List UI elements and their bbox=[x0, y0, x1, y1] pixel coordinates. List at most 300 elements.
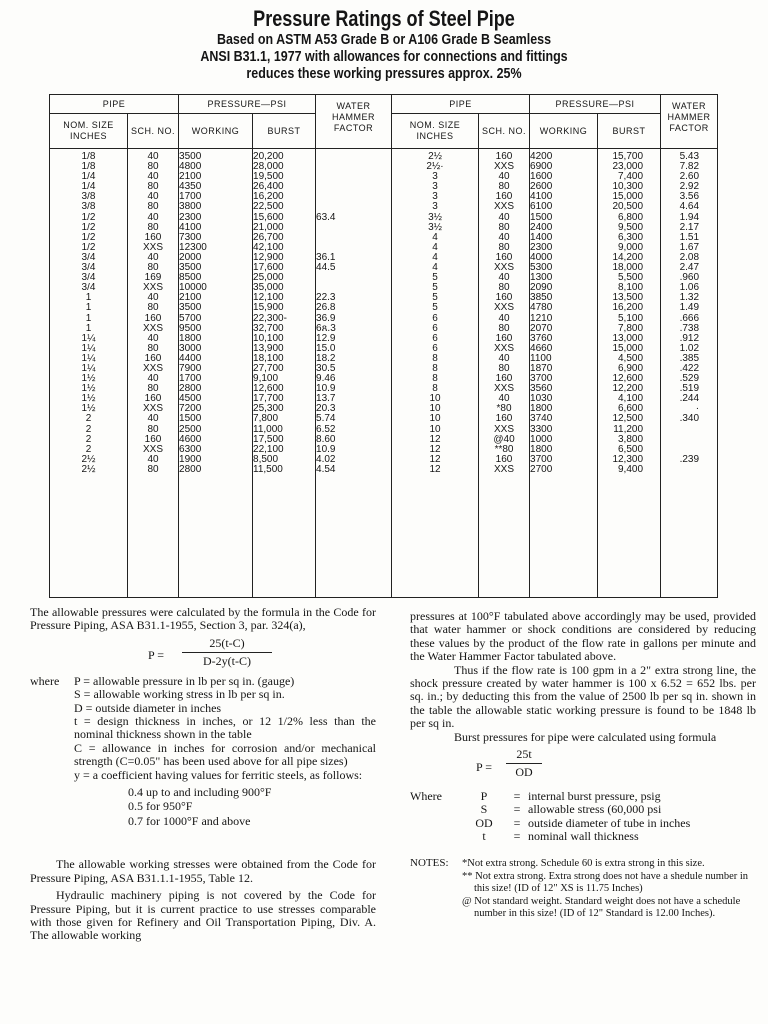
table-cell: 5,100 bbox=[618, 313, 644, 324]
table-cell: 4200 bbox=[530, 152, 553, 162]
table-cell: 160 bbox=[495, 293, 513, 304]
column-nom-size-right bbox=[392, 149, 479, 598]
table-cell: 5 bbox=[432, 303, 438, 314]
table-cell: 7,400 bbox=[618, 172, 644, 183]
table-cell: 80 bbox=[147, 202, 159, 213]
header-burst-right: BURST bbox=[598, 114, 661, 149]
table-cell: 1½ bbox=[81, 374, 96, 385]
table-cell: 80 bbox=[498, 222, 510, 233]
table-cell: 2300 bbox=[530, 242, 553, 253]
table-cell: 160 bbox=[495, 414, 513, 425]
table-cell: 26.8 bbox=[316, 303, 336, 314]
table-cell: XXS bbox=[143, 283, 164, 294]
document-header bbox=[0, 6, 768, 83]
table-cell: 9,400 bbox=[618, 464, 644, 475]
table-cell: 2100 bbox=[179, 293, 202, 304]
table-cell: 2½ bbox=[81, 464, 96, 475]
table-cell: 40 bbox=[147, 414, 159, 425]
table-cell bbox=[661, 465, 699, 475]
formula1-fraction bbox=[182, 637, 272, 669]
table-cell: 12,200 bbox=[612, 384, 644, 395]
table-cell: 5.43 bbox=[679, 152, 700, 162]
table-cell: 5.74 bbox=[316, 414, 336, 425]
table-cell bbox=[316, 152, 391, 162]
table-cell: 30.5 bbox=[316, 363, 336, 374]
table-cell: 2070 bbox=[530, 323, 553, 334]
table-cell: 10 bbox=[429, 394, 441, 405]
table-cell: 10.9 bbox=[316, 444, 336, 455]
table-cell: 1 bbox=[85, 313, 92, 324]
table-cell: 3300 bbox=[530, 424, 553, 435]
left-paragraph-2: The allowable working stresses were obtained from the Code for Pressure Piping, ASA B31.1.1-1955, Table 12. bbox=[30, 857, 376, 885]
table-cell: 4500 bbox=[179, 394, 202, 405]
legend-equals: = bbox=[513, 829, 521, 844]
table-cell bbox=[661, 435, 699, 445]
table-cell: @40 bbox=[493, 434, 515, 445]
table-cell: 1300 bbox=[530, 273, 553, 284]
right-paragraph-3: Burst pressures for pipe were calculated using formula bbox=[454, 729, 717, 744]
table-cell: 8 bbox=[432, 384, 438, 395]
table-cell: 80 bbox=[498, 182, 510, 193]
table-cell: 3740 bbox=[530, 414, 553, 425]
table-cell: 2 bbox=[85, 444, 92, 455]
column-factor-left bbox=[316, 149, 392, 598]
table-cell: 40 bbox=[147, 454, 159, 465]
table-cell: 1½ bbox=[81, 394, 96, 405]
table-cell bbox=[316, 273, 391, 283]
table-cell: 3560 bbox=[530, 384, 553, 395]
table-cell: 1 bbox=[85, 293, 92, 304]
column-burst-right bbox=[598, 149, 661, 598]
legend-symbol: P bbox=[480, 789, 488, 804]
table-cell: 1¼ bbox=[81, 363, 96, 374]
table-cell: 42,100 bbox=[253, 242, 284, 253]
table-cell: 5 bbox=[432, 273, 438, 284]
table-cell: 20.3 bbox=[316, 404, 336, 415]
table-cell: 80 bbox=[498, 283, 510, 294]
table-cell: 8 bbox=[432, 353, 438, 364]
table-cell: 1¼ bbox=[81, 333, 96, 344]
table-cell: 10,100 bbox=[253, 333, 284, 344]
table-cell: 40 bbox=[498, 172, 510, 183]
header-nom-size-right: NOM. SIZE INCHES bbox=[392, 114, 479, 149]
table-cell: 11,500 bbox=[253, 464, 283, 475]
table-cell: 40 bbox=[147, 333, 159, 344]
table-cell: 16,200 bbox=[612, 303, 644, 314]
table-cell: 2300 bbox=[179, 212, 202, 223]
table-cell: 4000 bbox=[530, 252, 553, 263]
definitions-list bbox=[74, 675, 376, 782]
table-cell: 80 bbox=[147, 303, 159, 314]
table-cell: 4600 bbox=[179, 434, 202, 445]
table-cell: 2000 bbox=[179, 252, 202, 263]
table-cell: 80 bbox=[498, 242, 510, 253]
table-cell: 14,200 bbox=[612, 252, 644, 263]
table-cell bbox=[661, 445, 699, 455]
table-cell: 3700 bbox=[530, 454, 553, 465]
formula1-numerator: 25(t-C) bbox=[182, 637, 272, 653]
table-cell: 2½· bbox=[426, 162, 444, 173]
note-item: *Not extra strong. Schedule 60 is extra strong in this size. bbox=[462, 857, 705, 869]
table-cell: 80 bbox=[147, 424, 159, 435]
table-cell: 4660 bbox=[530, 343, 553, 354]
table-cell: 10 bbox=[429, 414, 441, 425]
table-cell: 36.1 bbox=[316, 252, 336, 263]
table-cell: 1870 bbox=[530, 363, 553, 374]
table-cell: 4,500 bbox=[618, 353, 644, 364]
table-cell: 12 bbox=[429, 434, 441, 445]
table-cell: 10 bbox=[429, 404, 441, 415]
table-cell: 3500 bbox=[179, 303, 202, 314]
column-working-right bbox=[530, 149, 598, 598]
table-cell: 3800 bbox=[179, 202, 202, 213]
table-cell: 5300 bbox=[530, 263, 553, 274]
table-cell: 3 bbox=[432, 202, 438, 213]
y-value-item: 0.4 up to and including 900°F bbox=[128, 785, 272, 800]
table-cell: 169 bbox=[144, 273, 162, 284]
table-cell: .912 bbox=[679, 333, 700, 344]
table-cell: 11,000 bbox=[253, 424, 283, 435]
table-cell: XXS bbox=[143, 363, 164, 374]
table-cell: 4780 bbox=[530, 303, 553, 314]
table-cell: 1700 bbox=[179, 192, 202, 203]
table-cell: 23,000 bbox=[612, 162, 644, 173]
table-cell: XXS bbox=[494, 343, 515, 354]
definition-item: D = outside diameter in inches bbox=[74, 700, 222, 715]
table-cell: 3500 bbox=[179, 152, 202, 162]
table-cell bbox=[316, 233, 391, 243]
table-cell: 6300 bbox=[179, 444, 202, 455]
table-cell: 1/8 bbox=[81, 152, 96, 162]
table-cell: 3/8 bbox=[81, 202, 96, 213]
table-cell: .738 bbox=[679, 323, 700, 334]
table-cell: XXS bbox=[143, 323, 164, 334]
notes-list bbox=[462, 858, 756, 922]
table-cell: 1 bbox=[85, 323, 92, 334]
table-cell: 3½ bbox=[428, 222, 442, 233]
table-cell: 4.02 bbox=[316, 454, 336, 465]
table-cell: 22,500 bbox=[253, 202, 284, 213]
table-cell: 1.02 bbox=[679, 343, 700, 354]
y-value-item: 0.5 for 950°F bbox=[128, 799, 193, 814]
table-cell: 3/8 bbox=[81, 192, 96, 203]
formula2-lhs: P = bbox=[476, 760, 492, 775]
table-cell: 4 bbox=[432, 242, 438, 253]
table-cell: 7,800 bbox=[253, 414, 279, 425]
y-value-item: 0.7 for 1000°F and above bbox=[128, 813, 251, 828]
legend-description: outside diameter of tube in inches bbox=[528, 815, 691, 830]
table-cell: .960 bbox=[679, 273, 700, 284]
table-cell: XXS bbox=[494, 162, 515, 173]
table-cell: 36.9 bbox=[316, 313, 336, 324]
table-cell: 1.67 bbox=[679, 242, 700, 253]
table-cell: 10,300 bbox=[612, 182, 644, 193]
table-cell: 12 bbox=[429, 444, 441, 455]
table-cell: 1.51 bbox=[679, 232, 700, 243]
table-cell: 2 bbox=[85, 434, 92, 445]
table-cell: 1500 bbox=[179, 414, 202, 425]
table-cell: 7300 bbox=[179, 232, 202, 243]
burst-formula-legend bbox=[410, 790, 756, 844]
table-cell: 15,000 bbox=[612, 192, 644, 203]
table-cell: 160 bbox=[495, 192, 513, 203]
table-cell bbox=[661, 425, 699, 435]
header-sch-no-right: SCH. NO. bbox=[479, 114, 530, 149]
table-cell: 1.32 bbox=[679, 293, 700, 304]
table-cell: 15,000 bbox=[612, 343, 644, 354]
header-water-hammer-left: WATER HAMMER FACTOR bbox=[316, 95, 392, 149]
table-cell: 1 bbox=[85, 303, 92, 314]
table-cell: 2700 bbox=[530, 464, 553, 475]
table-cell: 160 bbox=[144, 434, 162, 445]
table-cell: 1.06 bbox=[679, 283, 700, 294]
column-sch-left bbox=[128, 149, 179, 598]
table-cell: 22.3 bbox=[316, 293, 336, 304]
table-cell: 35,000 bbox=[253, 283, 284, 294]
table-cell: 40 bbox=[498, 313, 510, 324]
header-pipe-left: PIPE bbox=[50, 95, 179, 114]
legend-equals: = bbox=[513, 815, 521, 830]
table-cell: 11,200 bbox=[613, 424, 644, 435]
table-cell: 9500 bbox=[179, 323, 202, 334]
table-cell: 2600 bbox=[530, 182, 553, 193]
header-pressure-left: PRESSURE—PSI bbox=[179, 95, 316, 114]
table-cell: 12,900 bbox=[253, 252, 284, 263]
definition-item: C = allowance in inches for corrosion and/or mechanical strength (C=0.05" has been used above for all pipe sizes) bbox=[74, 740, 376, 769]
table-cell: 10000 bbox=[179, 283, 207, 294]
table-cell: · bbox=[695, 404, 700, 415]
table-cell: 160 bbox=[495, 374, 513, 385]
table-cell: 3½ bbox=[428, 212, 442, 223]
table-cell: 3.56 bbox=[679, 192, 700, 203]
table-cell: 1030 bbox=[530, 394, 553, 405]
note-item: ** Not extra strong. Extra strong does not have a shedule number in this size! (ID of 12" XS is 11.75 Inches) bbox=[462, 871, 749, 894]
table-cell: 1½ bbox=[81, 404, 96, 415]
table-cell: 8,100 bbox=[618, 283, 644, 294]
table-cell: 3/4 bbox=[81, 263, 96, 274]
table-cell: 12300 bbox=[179, 242, 207, 253]
table-cell: 40 bbox=[147, 293, 159, 304]
table-cell: 12.9 bbox=[316, 333, 336, 344]
table-cell: 27,700 bbox=[253, 363, 284, 374]
notes-block bbox=[410, 858, 756, 922]
table-cell: 20,200 bbox=[253, 152, 284, 162]
table-cell: 1/2 bbox=[81, 232, 96, 243]
table-cell: 6 bbox=[432, 333, 438, 344]
table-cell: 40 bbox=[498, 212, 510, 223]
table-cell: 80 bbox=[147, 182, 159, 193]
left-paragraph-1: The allowable pressures were calculated by the formula in the Code for Pressure Piping, ASA B31.1-1955, Section 3, par. 324(a), bbox=[30, 605, 376, 633]
table-cell: .244 bbox=[679, 394, 700, 405]
table-cell: 160 bbox=[144, 232, 162, 243]
subtitle-line-1: Based on ASTM A53 Grade B or A106 Grade B Seamless bbox=[216, 32, 552, 48]
pressure-ratings-table bbox=[49, 94, 718, 598]
table-cell: 4 bbox=[432, 252, 438, 263]
table-cell bbox=[316, 192, 391, 202]
table-cell: 2500 bbox=[179, 424, 202, 435]
table-cell: 6ጸ.3 bbox=[316, 323, 336, 334]
table-cell: 8.60 bbox=[316, 434, 336, 445]
table-cell: XXS bbox=[494, 384, 515, 395]
table-cell: XXS bbox=[494, 424, 515, 435]
table-cell: 17,500 bbox=[253, 434, 284, 445]
table-cell: 2½ bbox=[428, 152, 442, 162]
table-cell: 5700 bbox=[179, 313, 202, 324]
table-cell: 1800 bbox=[530, 404, 553, 415]
table-cell: XXS bbox=[143, 242, 164, 253]
table-cell: 32,700 bbox=[253, 323, 284, 334]
table-cell: 4.54 bbox=[316, 464, 336, 475]
table-cell: 40 bbox=[147, 374, 159, 385]
table-cell: 7200 bbox=[179, 404, 202, 415]
table-cell: 6 bbox=[432, 323, 438, 334]
definition-item: t = design thickness in inches, or 12 1/2% less than the nominal thickness shown in the table bbox=[74, 714, 376, 742]
table-cell: 6900 bbox=[530, 162, 553, 173]
table-cell: 2400 bbox=[530, 222, 553, 233]
table-cell: 8,500 bbox=[253, 454, 279, 465]
table-cell bbox=[316, 162, 391, 172]
right-paragraph-1: pressures at 100°F tabulated above accordingly may be used, provided that water hammer or shock conditions are considered by reducing these values by the product of the flow rate in gallons per minute and the Water Hammer Factor tabulated above. bbox=[410, 609, 756, 664]
table-cell: *80 bbox=[496, 404, 512, 415]
table-cell: 1400 bbox=[530, 232, 553, 243]
table-cell: 6,800 bbox=[618, 212, 644, 223]
page-title: Pressure Ratings of Steel Pipe bbox=[253, 6, 515, 31]
table-cell: 3 bbox=[432, 172, 438, 183]
table-cell: 3 bbox=[432, 192, 438, 203]
legend-description: allowable stress (60,000 psi bbox=[528, 802, 662, 817]
definition-item: P = allowable pressure in lb per sq in. (gauge) bbox=[74, 673, 295, 688]
table-cell: 13,900 bbox=[253, 343, 284, 354]
definitions-block bbox=[30, 675, 376, 782]
table-cell: 17,600 bbox=[253, 263, 284, 274]
table-cell: 2½ bbox=[81, 454, 96, 465]
table-cell: 1/4 bbox=[81, 172, 96, 183]
table-cell: 18,100 bbox=[253, 353, 284, 364]
table-cell: 1/2 bbox=[81, 212, 96, 223]
table-cell: 6 bbox=[432, 313, 438, 324]
table-cell: 26,700 bbox=[253, 232, 284, 243]
table-cell: 25,000 bbox=[253, 273, 284, 284]
table-cell: 40 bbox=[147, 172, 159, 183]
table-cell: 1/4 bbox=[81, 182, 96, 193]
table-cell: 3/4 bbox=[81, 273, 96, 284]
table-cell: 1900 bbox=[179, 454, 202, 465]
table-cell: 3760 bbox=[530, 333, 553, 344]
table-cell: 9.46 bbox=[316, 374, 336, 385]
table-cell: 18.2 bbox=[316, 353, 336, 364]
legend-description: internal burst pressure, psig bbox=[528, 789, 661, 804]
table-cell: 80 bbox=[147, 464, 159, 475]
table-cell: 2800 bbox=[179, 464, 202, 475]
table-cell: 2090 bbox=[530, 283, 553, 294]
table-cell: 3,800 bbox=[618, 434, 644, 445]
table-cell: 15,600 bbox=[253, 212, 284, 223]
table-cell: 7,800 bbox=[618, 323, 644, 334]
table-cell: 160 bbox=[144, 353, 162, 364]
header-water-hammer-right: WATER HAMMER FACTOR bbox=[661, 95, 718, 149]
table-cell: 13.7 bbox=[316, 394, 336, 405]
table-cell: 40 bbox=[498, 353, 510, 364]
table-cell: 4800 bbox=[179, 162, 202, 173]
table-cell: 22,100 bbox=[253, 444, 284, 455]
formula2-fraction bbox=[506, 748, 542, 780]
table-cell: 6.52 bbox=[316, 424, 336, 435]
table-cell: 19,500 bbox=[253, 172, 284, 183]
table-cell: 2.17 bbox=[679, 222, 700, 233]
table-cell: 80 bbox=[498, 323, 510, 334]
header-working-right: WORKING bbox=[530, 114, 598, 149]
table-cell: 6,600 bbox=[618, 404, 644, 415]
table-cell bbox=[316, 283, 391, 293]
table-cell: 160 bbox=[495, 454, 513, 465]
table-cell: 2100 bbox=[179, 172, 202, 183]
table-cell: 9,000 bbox=[618, 242, 644, 253]
table-cell: .666 bbox=[679, 313, 700, 324]
legend-equals: = bbox=[513, 789, 521, 804]
legend-description: nominal wall thickness bbox=[528, 829, 639, 844]
table-cell bbox=[316, 223, 391, 233]
table-cell: 80 bbox=[147, 222, 159, 233]
table-cell: 16,200 bbox=[253, 192, 284, 203]
table-cell: 4 bbox=[432, 263, 438, 274]
column-working-left bbox=[179, 149, 253, 598]
column-nom-size-left bbox=[50, 149, 128, 598]
table-cell: 8 bbox=[432, 363, 438, 374]
column-burst-left bbox=[253, 149, 316, 598]
formula2-numerator: 25t bbox=[506, 748, 542, 764]
table-cell: 2800 bbox=[179, 384, 202, 395]
table-cell: 6 bbox=[432, 343, 438, 354]
table-cell: XXS bbox=[494, 202, 515, 213]
table-cell: .519 bbox=[679, 384, 700, 395]
table-cell: XXS bbox=[494, 263, 515, 274]
table-cell: 28,000 bbox=[253, 162, 284, 173]
table-cell: 160 bbox=[495, 252, 513, 263]
column-factor-right bbox=[661, 149, 718, 598]
table-cell: 22,300- bbox=[253, 313, 287, 324]
table-cell: 1.49 bbox=[679, 303, 700, 314]
column-sch-right bbox=[479, 149, 530, 598]
table-cell: 1¼ bbox=[81, 343, 96, 354]
header-sch-no-left: SCH. NO. bbox=[128, 114, 179, 149]
right-paragraph-2: Thus if the flow rate is 100 gpm in a 2" extra strong line, the shock pressure created by water hammer is 100 x 6.52 = 652 lbs. per sq. in.; by deducting this from the value of 2500 lb per sq in. shown in the table the allowable static working pressure is found to be 1848 lb per sq in. bbox=[410, 662, 756, 731]
header-burst-left: BURST bbox=[253, 114, 316, 149]
table-cell: 4100 bbox=[179, 222, 202, 233]
table-cell: 18,000 bbox=[612, 263, 644, 274]
table-cell: 3 bbox=[432, 182, 438, 193]
table-cell: 3/4 bbox=[81, 283, 96, 294]
table-cell: 160 bbox=[495, 152, 513, 162]
table-cell: .239 bbox=[679, 454, 700, 465]
table-cell: 6,300 bbox=[618, 232, 644, 243]
table-cell: 1100 bbox=[530, 353, 552, 364]
table-cell: 8500 bbox=[179, 273, 202, 284]
table-cell: 3500 bbox=[179, 263, 202, 274]
table-cell: 40 bbox=[147, 212, 159, 223]
legend-symbol: t bbox=[482, 829, 486, 844]
table-cell: 3700 bbox=[530, 374, 553, 385]
table-cell: 5,500 bbox=[618, 273, 644, 284]
where-label: where bbox=[30, 673, 60, 688]
left-text-column bbox=[30, 606, 376, 943]
table-cell: 9,100 bbox=[253, 374, 279, 385]
table-cell: 7900 bbox=[179, 363, 202, 374]
allowable-pressure-formula bbox=[30, 637, 376, 675]
table-cell: 3/4 bbox=[81, 252, 96, 263]
definition-item: S = allowable working stress in lb per sq in. bbox=[74, 687, 285, 702]
table-cell: XXS bbox=[143, 444, 164, 455]
table-cell: 8 bbox=[432, 374, 438, 385]
